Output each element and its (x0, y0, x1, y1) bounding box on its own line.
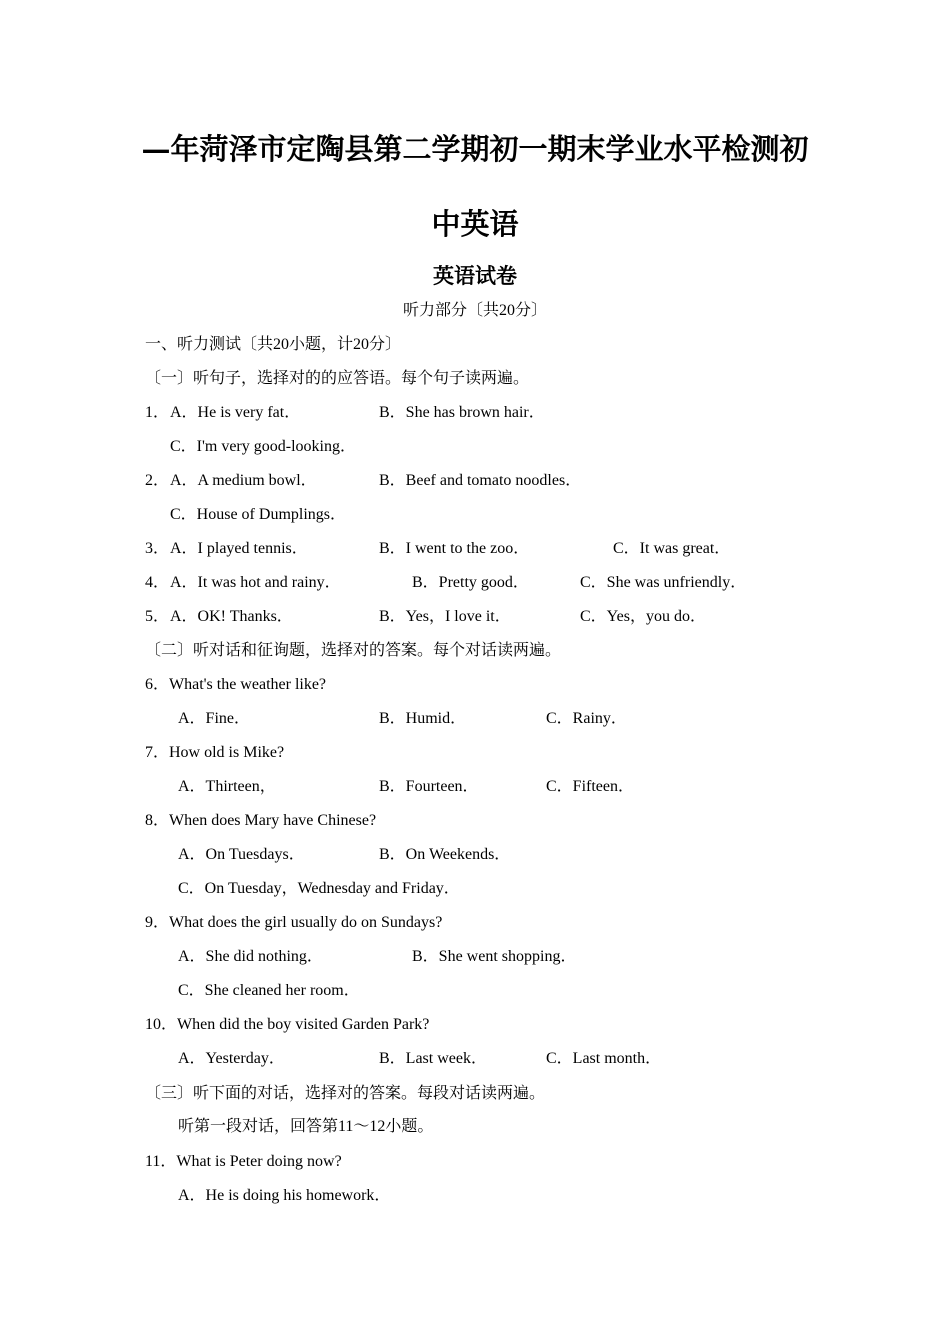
q7-option-a: A．Thirteen， (178, 778, 276, 795)
q6-stem: 6．What's the weather like? (145, 676, 327, 693)
q9-option-a: A．She did nothing． (178, 948, 323, 965)
q8-stem: 8．When does Mary have Chinese? (145, 812, 377, 829)
sub2-heading: 〔二〕听对话和征询题，选择对的答案。每个对话读两遍。 (145, 642, 562, 659)
sub1-heading: 〔一〕听句子，选择对的的应答语。每个句子读两遍。 (145, 370, 530, 387)
q5-option-c: C．Yes，you do． (580, 608, 706, 625)
listening-section-note: 听力部分〔共20分〕 (402, 302, 547, 319)
q2-option-c: C．House of Dumplings． (170, 506, 347, 523)
q8-option-a: A．On Tuesdays． (178, 846, 305, 863)
q2-option-b: B．Beef and tomato noodles． (379, 472, 582, 489)
sub3-note: 听第一段对话，回答第11～12小题。 (178, 1118, 434, 1135)
exam-title-line1: —年菏泽市定陶县第二学期初一期末学业水平检测初 (141, 132, 809, 166)
q7-option-b: B．Fourteen． (379, 778, 479, 795)
q2-option-a: A．A medium bowl． (170, 472, 317, 489)
q4-number: 4． (145, 574, 170, 591)
q4-option-c: C．She was unfriendly． (580, 574, 747, 591)
sub3-heading: 〔三〕听下面的对话，选择对的答案。每段对话读两遍。 (145, 1085, 546, 1102)
q1-option-b: B．She has brown hair． (379, 404, 545, 421)
q8-option-b: B．On Weekends． (379, 846, 511, 863)
q4-option-a: A．It was hot and rainy． (170, 574, 341, 591)
q10-stem: 10．When did the boy visited Garden Park? (145, 1016, 430, 1033)
q3-option-b: B．I went to the zoo． (379, 540, 530, 557)
q1-option-a: A．He is very fat． (170, 404, 301, 421)
q4-option-b: B．Pretty good． (412, 574, 529, 591)
exam-subtitle: 英语试卷 (433, 263, 517, 288)
q5-option-a: A．OK! Thanks． (170, 608, 293, 625)
q9-option-b: B．She went shopping． (412, 948, 577, 965)
q10-option-a: A．Yesterday． (178, 1050, 285, 1067)
q3-number: 3． (145, 540, 170, 557)
q10-option-b: B．Last week． (379, 1050, 487, 1067)
q5-option-b: B．Yes，I love it． (379, 608, 511, 625)
q11-option-a: A．He is doing his homework． (178, 1187, 391, 1204)
q9-option-c: C．She cleaned her room． (178, 982, 360, 999)
q6-option-a: A．Fine． (178, 710, 251, 727)
q9-stem: 9．What does the girl usually do on Sundays? (145, 914, 443, 931)
q2-number: 2． (145, 472, 170, 489)
q6-option-b: B．Humid． (379, 710, 467, 727)
q8-option-c: C．On Tuesday，Wednesday and Friday． (178, 880, 460, 897)
part1-heading: 一、听力测试〔共20小题，计20分〕 (145, 336, 402, 353)
q5-number: 5． (145, 608, 170, 625)
q7-option-c: C．Fifteen． (546, 778, 634, 795)
q10-option-c: C．Last month． (546, 1050, 662, 1067)
q3-option-c: C．It was great． (613, 540, 731, 557)
q7-stem: 7．How old is Mike? (145, 744, 285, 761)
q11-stem: 11．What is Peter doing now? (145, 1153, 342, 1170)
q6-option-c: C．Rainy． (546, 710, 627, 727)
q1-option-c: C．I'm very good-looking． (170, 438, 356, 455)
q1-number: 1． (145, 404, 170, 421)
q3-option-a: A．I played tennis． (170, 540, 308, 557)
exam-title-line2: 中英语 (431, 207, 519, 241)
